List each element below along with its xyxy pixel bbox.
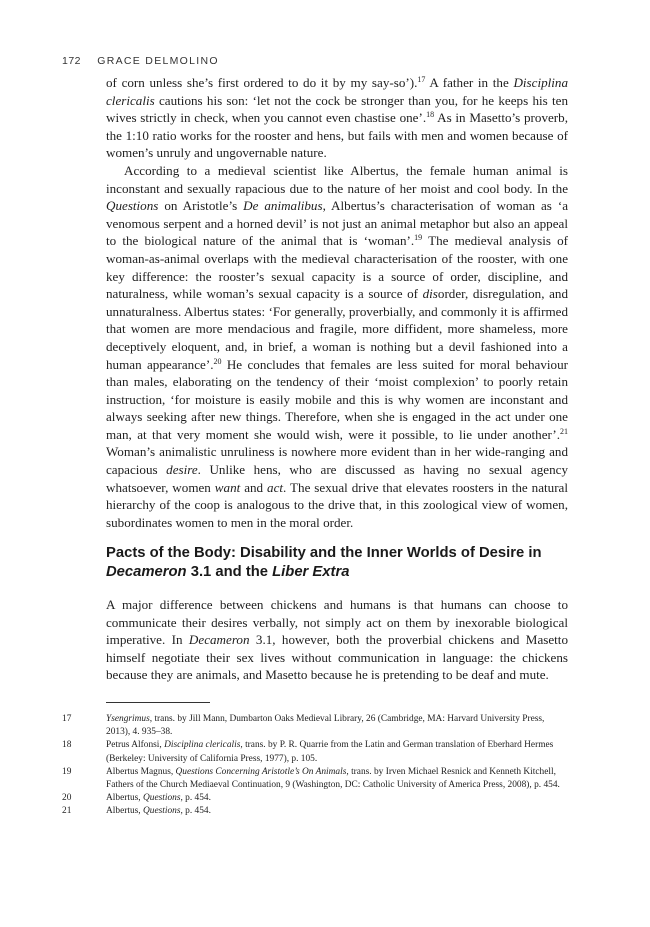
paragraph-1: of corn unless she’s first ordered to do it by my say-so’).$^{17}$ A father in the Disciplina clericalis cautions his son: ‘let not the cock be stronger than you, for he keeps his ten wives strictly in check, when you cannot even chastise one’.$^{18}$ As in Masetto’s proverb, the 1:10 ratio works for the rooster and hens, but fails with men and women because of women’s unruly and ungovernable nature.	[106, 75, 569, 161]
footnote-ref-18[interactable]: 18	[426, 110, 435, 120]
footnote-20: 20 Albertus, Questions, p. 454.	[62, 793, 211, 804]
running-head	[62, 55, 219, 67]
section-text	[106, 596, 568, 684]
section-heading: Pacts of the Body: Disability and the Inner Worlds of Desire in Decameron 3.1 and the Liber Extra	[106, 545, 542, 580]
footnote-ref-19[interactable]: 19	[414, 233, 423, 243]
footnote-ref-21[interactable]: 21	[560, 426, 568, 436]
running-head-author: GRACE DELMOLINO	[97, 55, 219, 67]
footnote-divider	[106, 702, 210, 703]
footnote-21: 21 Albertus, Questions, p. 454.	[62, 806, 211, 817]
paragraph-3: A major difference between chickens and humans is that humans can choose to communicate their desires verbally, not simply act on them by inexorable biological imperative. In Decameron 3.1, however, both the proverbial chickens and Masetto himself negotiate their sex lives without communication in language: the chickens because they are animals, and Masetto because he is pretending to be deaf and mute.	[106, 597, 568, 683]
footnote-ref-20[interactable]: 20	[213, 356, 222, 366]
footnote-18: 18 Petrus Alfonsi, Disciplina clericalis, trans. by P. R. Quarrie from the Latin and German translation of Eberhard Hermes (Berkeley: University of California Press, 1977), p. 105.	[62, 740, 554, 764]
paragraph-2: According to a medieval scientist like Albertus, the female human animal is inconstant and sexually rapacious due to the nature of her moist and cool body. In the Questions on Aristotle’s De animalibus, Albertus’s characterisation of woman as ‘a venomous serpent and a horned devil’ is not just an animal metaphor but also an appeal to the biological nature of the animal that is ‘woman’.$^{19}$ The medieval analysis of woman-as-animal overlaps with the medieval characterisation of the rooster, with one key difference: the rooster’s sexual capacity is a source of order, discipline, and naturalness, while woman’s sexual capacity is a source of disorder, disregulation, and unnaturalness. Albertus states: ‘For generally, proverbially, and commonly it is affirmed that women are more mendacious and fragile, more diffident, more shameless, more deceptively eloquent, and, in brief, a woman is nothing but a devil fashioned into a human appearance’.$^{20}$ He concludes that females are less suited for moral behaviour than males, elaborating on the tendency of their ‘moist complexion’ to poorly retain instruction, ‘for moisture is easily mobile and this is why women are inconstant and always seeking after new things. Therefore, when she is engaged in the act under one man, at that very moment she would wish, were it possible, to lie under another’.$^{21}$ Woman’s animalistic unruliness is nowhere more evident than in her wide-ranging and capacious desire. Unlike hens, who are discussed as having no sexual agency whatsoever, women want and act. The sexual drive that elevates roosters in the natural hierarchy of the coop is analogous to the drive that, in this zoological view of women, subordinates women to men in the moral order.	[106, 162, 569, 530]
footnote-19: 19 Albertus Magnus, Questions Concerning Aristotle’s On Animals, trans. by Irven Michael Resnick and Kenneth Kitchell, Fathers of the Church Mediaeval Continuation, 9 (Washington, DC: Catholic University of America Press, 2008), p. 454.	[62, 766, 560, 791]
main-text	[106, 74, 568, 531]
footnote-17: 17 Ysengrimus, trans. by Jill Mann, Dumbarton Oaks Medieval Library, 26 (Cambridge, MA: Harvard University Press, 2013), 4. 935–38.	[62, 714, 545, 738]
page-number: 172	[62, 55, 82, 67]
footnote-ref-17[interactable]: 17	[417, 75, 426, 84]
footnotes	[62, 713, 568, 819]
